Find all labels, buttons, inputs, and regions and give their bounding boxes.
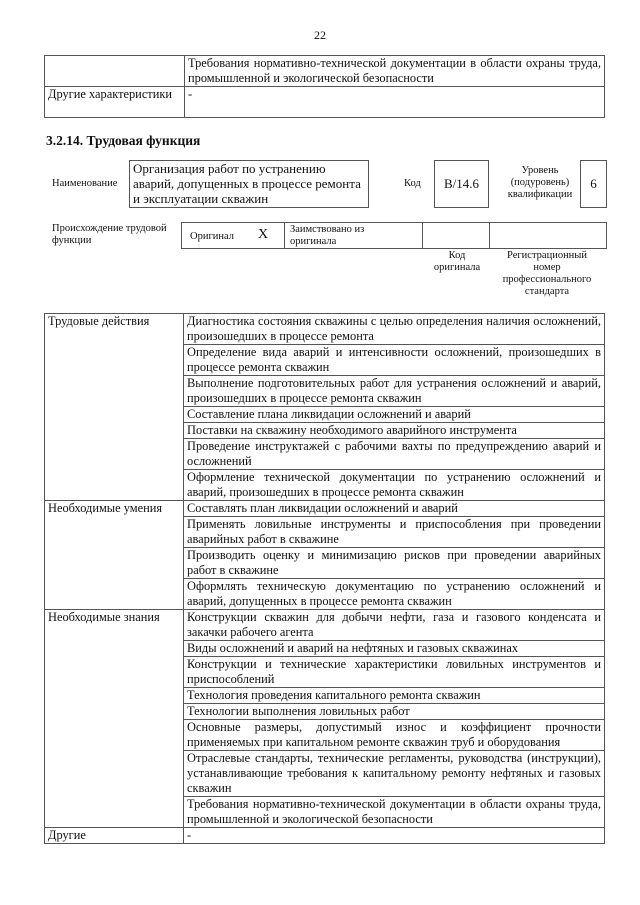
group-item: Составление плана ликвидации осложнений и аварий bbox=[184, 407, 605, 423]
original-code-caption: Код оригинала bbox=[433, 250, 481, 273]
group-item: Применять ловильные инструменты и приспособления при проведении аварийных работ в скважине bbox=[184, 517, 605, 548]
origin-box bbox=[181, 222, 607, 249]
group-item: Конструкции и технические характеристики ловильных инструментов и приспособлений bbox=[184, 657, 605, 688]
function-details-table bbox=[44, 313, 605, 844]
table-row bbox=[45, 314, 605, 345]
borrowed-label: Заимствовано из оригинала bbox=[290, 224, 365, 247]
group-item: Составлять план ликвидации осложнений и аварий bbox=[184, 501, 605, 517]
original-label: Оригинал bbox=[190, 231, 234, 242]
group-item: Технологии выполнения ловильных работ bbox=[184, 704, 605, 720]
code-label: Код bbox=[404, 178, 421, 189]
table-row bbox=[45, 610, 605, 641]
level-value: 6 bbox=[580, 160, 607, 208]
group-item: Определение вида аварий и интенсивности осложнений, произошедших в процессе ремонта скважин bbox=[184, 345, 605, 376]
group-item: Основные размеры, допустимый износ и коэффициент прочности применяемых при капитальном ремонте скважин труб и оборудования bbox=[184, 720, 605, 751]
group-item: Конструкции скважин для добычи нефти, газа и газового конденсата и закачки рабочего агента bbox=[184, 610, 605, 641]
code-value: B/14.6 bbox=[434, 160, 489, 208]
group-item: Технология проведения капитального ремонта скважин bbox=[184, 688, 605, 704]
group-label: Необходимые умения bbox=[45, 501, 184, 610]
row-value: - bbox=[185, 87, 605, 118]
group-item: Виды осложнений и аварий на нефтяных и газовых скважинах bbox=[184, 641, 605, 657]
group-item: Оформлять техническую документацию по устранению осложнений и аварий, допущенных в процессе ремонта скважин bbox=[184, 579, 605, 610]
group-item: Выполнение подготовительных работ для устранения осложнений и аварий, произошедших в процессе ремонта скважин bbox=[184, 376, 605, 407]
original-mark: X bbox=[258, 227, 269, 242]
group-label: Необходимые знания bbox=[45, 610, 184, 828]
page-number: 22 bbox=[314, 28, 326, 42]
group-label: Трудовые действия bbox=[45, 314, 184, 501]
table-row bbox=[45, 87, 605, 118]
function-name: Организация работ по устранению аварий, допущенных в процессе ремонта и эксплуатации скважин bbox=[129, 160, 369, 208]
table-row bbox=[45, 56, 605, 87]
group-item: Диагностика состояния скважины с целью определения наличия осложнений, произошедших в процессе ремонта bbox=[184, 314, 605, 345]
table-row bbox=[45, 501, 605, 517]
row-value: Требования нормативно-технической документации в области охраны труда, промышленной и экологической безопасности bbox=[185, 56, 605, 87]
group-item: - bbox=[184, 828, 605, 844]
row-label: Другие характеристики bbox=[45, 87, 185, 118]
group-item: Проведение инструктажей с рабочими вахты по предупреждению аварий и осложнений bbox=[184, 439, 605, 470]
group-item: Оформление технической документации по устранению осложнений и аварий, произошедших в процессе ремонта скважин bbox=[184, 470, 605, 501]
section-title: 3.2.14. Трудовая функция bbox=[46, 133, 201, 148]
row-label bbox=[45, 56, 185, 87]
reg-number-caption: Регистрационный номер профессионального стандарта bbox=[502, 250, 592, 297]
name-label: Наименование bbox=[52, 178, 118, 189]
origin-label: Происхождение трудовой функции bbox=[52, 223, 167, 246]
group-item: Требования нормативно-технической документации в области охраны труда, промышленной и экологической безопасности bbox=[184, 797, 605, 828]
group-label: Другие bbox=[45, 828, 184, 844]
group-item: Отраслевые стандарты, технические регламенты, руководства (инструкции), устанавливающие требования к капитальному ремонту нефтяных и газовых скважин bbox=[184, 751, 605, 797]
top-table bbox=[44, 55, 605, 118]
group-item: Производить оценку и минимизацию рисков при проведении аварийных работ в скважине bbox=[184, 548, 605, 579]
group-item: Поставки на скважину необходимого аварийного инструмента bbox=[184, 423, 605, 439]
table-row bbox=[45, 828, 605, 844]
level-label: Уровень (подуровень) квалификации bbox=[507, 165, 573, 200]
